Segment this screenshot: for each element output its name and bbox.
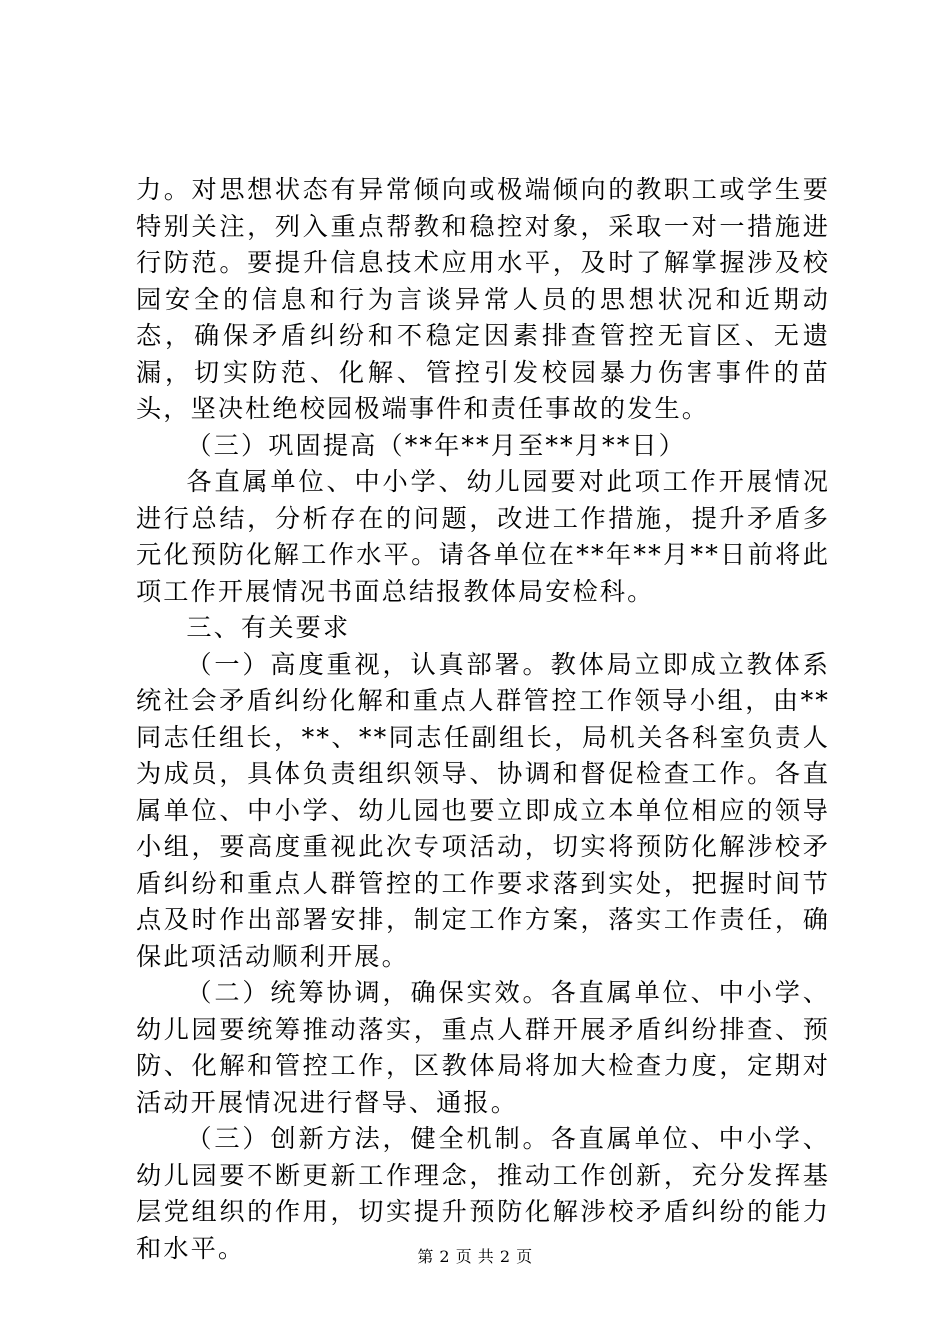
page-number-footer: 第 2 页 共 2 页	[417, 1247, 533, 1266]
paragraph-requirement-2: （二）统筹协调，确保实效。各直属单位、中小学、幼儿园要统筹推动落实，重点人群开展矛盾纠纷排查、预防、化解和管控工作，区教体局将加大检查力度，定期对活动开展情况进行督导、通报。	[136, 978, 830, 1117]
paragraph-summary: 各直属单位、中小学、幼儿园要对此项工作开展情况进行总结，分析存在的问题，改进工作措施，提升矛盾多元化预防化解工作水平。请各单位在**年**月**日前将此项工作开展情况书面总结报教体局安检科。	[136, 467, 830, 606]
section-heading-requirements: 三、有关要求	[186, 613, 351, 642]
paragraph-requirement-1: （一）高度重视，认真部署。教体局立即成立教体系统社会矛盾纠纷化解和重点人群管控工作领导小组，由**同志任组长，**、**同志任副组长，局机关各科室负责人为成员，具体负责组织领导、协调和督促检查工作。各直属单位、中小学、幼儿园也要立即成立本单位相应的领导小组，要高度重视此次专项活动，切实将预防化解涉校矛盾纠纷和重点人群管控的工作要求落到实处，把握时间节点及时作出部署安排，制定工作方案，落实工作责任，确保此项活动顺利开展。	[136, 649, 830, 971]
section-heading-consolidate: （三）巩固提高（**年**月至**月**日）	[186, 430, 686, 460]
document-body	[136, 172, 830, 1267]
paragraph-continuation: 力。对思想状态有异常倾向或极端倾向的教职工或学生要特别关注，列入重点帮教和稳控对象，采取一对一措施进行防范。要提升信息技术应用水平，及时了解掌握涉及校园安全的信息和行为言谈异常人员的思想状况和近期动态，确保矛盾纠纷和不稳定因素排查管控无盲区、无遗漏，切实防范、化解、管控引发校园暴力伤害事件的苗头，坚决杜绝校园极端事件和责任事故的发生。	[136, 175, 830, 423]
paragraph-requirement-3: （三）创新方法，健全机制。各直属单位、中小学、幼儿园要不断更新工作理念，推动工作创新，充分发挥基层党组织的作用，切实提升预防化解涉校矛盾纠纷的能力和水平。	[136, 1124, 830, 1263]
